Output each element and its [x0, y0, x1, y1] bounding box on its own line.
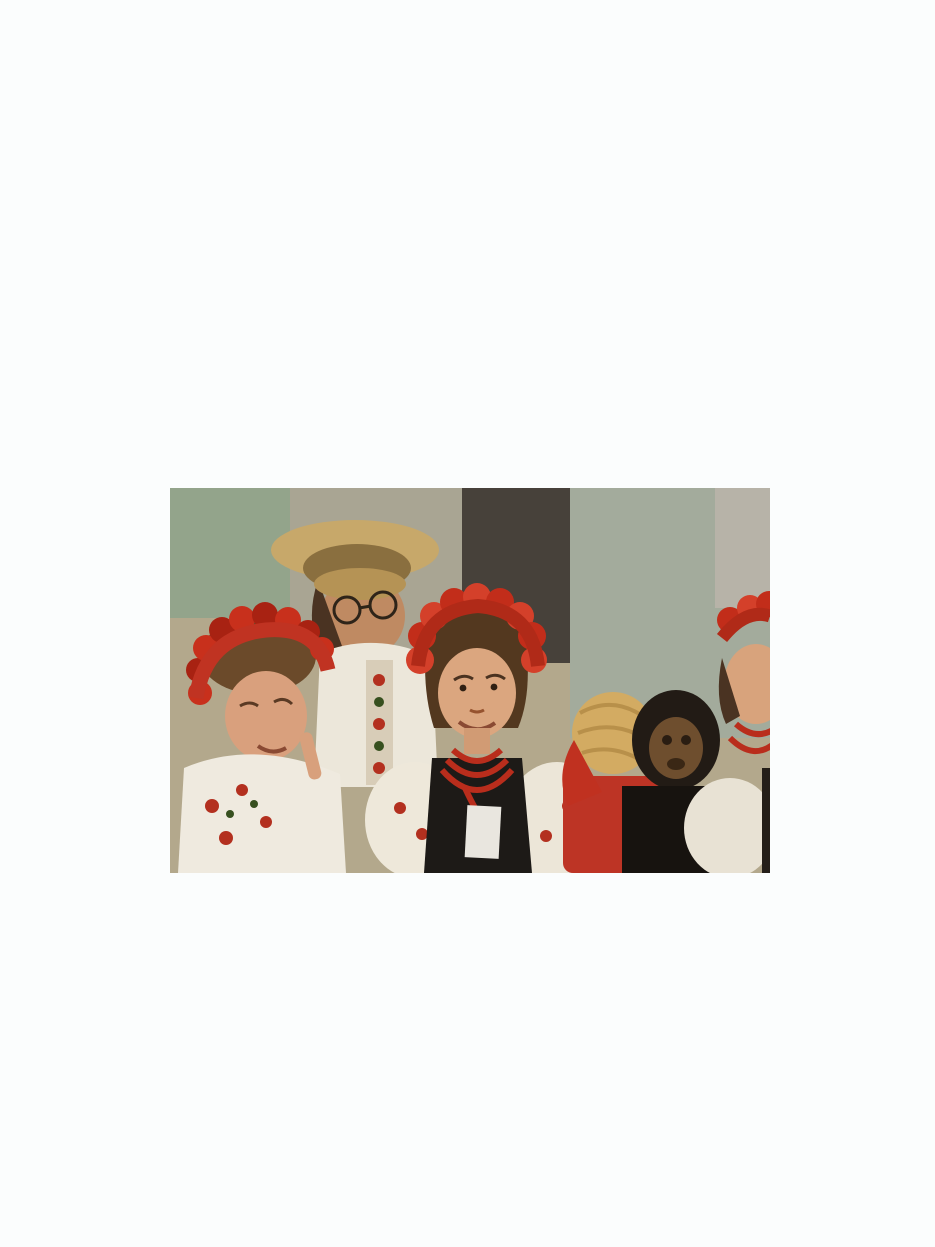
- invitation-header: [160, 148, 772, 153]
- embroidery-border-left: [62, 140, 140, 1182]
- folk-costume-photo-illustration: [170, 488, 770, 873]
- event-photo: [170, 488, 770, 873]
- embroidery-border-right: [772, 140, 850, 1182]
- embroidery-border-top: [60, 58, 852, 136]
- centre-culturel-logo: [744, 1112, 803, 1193]
- event-title: [160, 274, 772, 332]
